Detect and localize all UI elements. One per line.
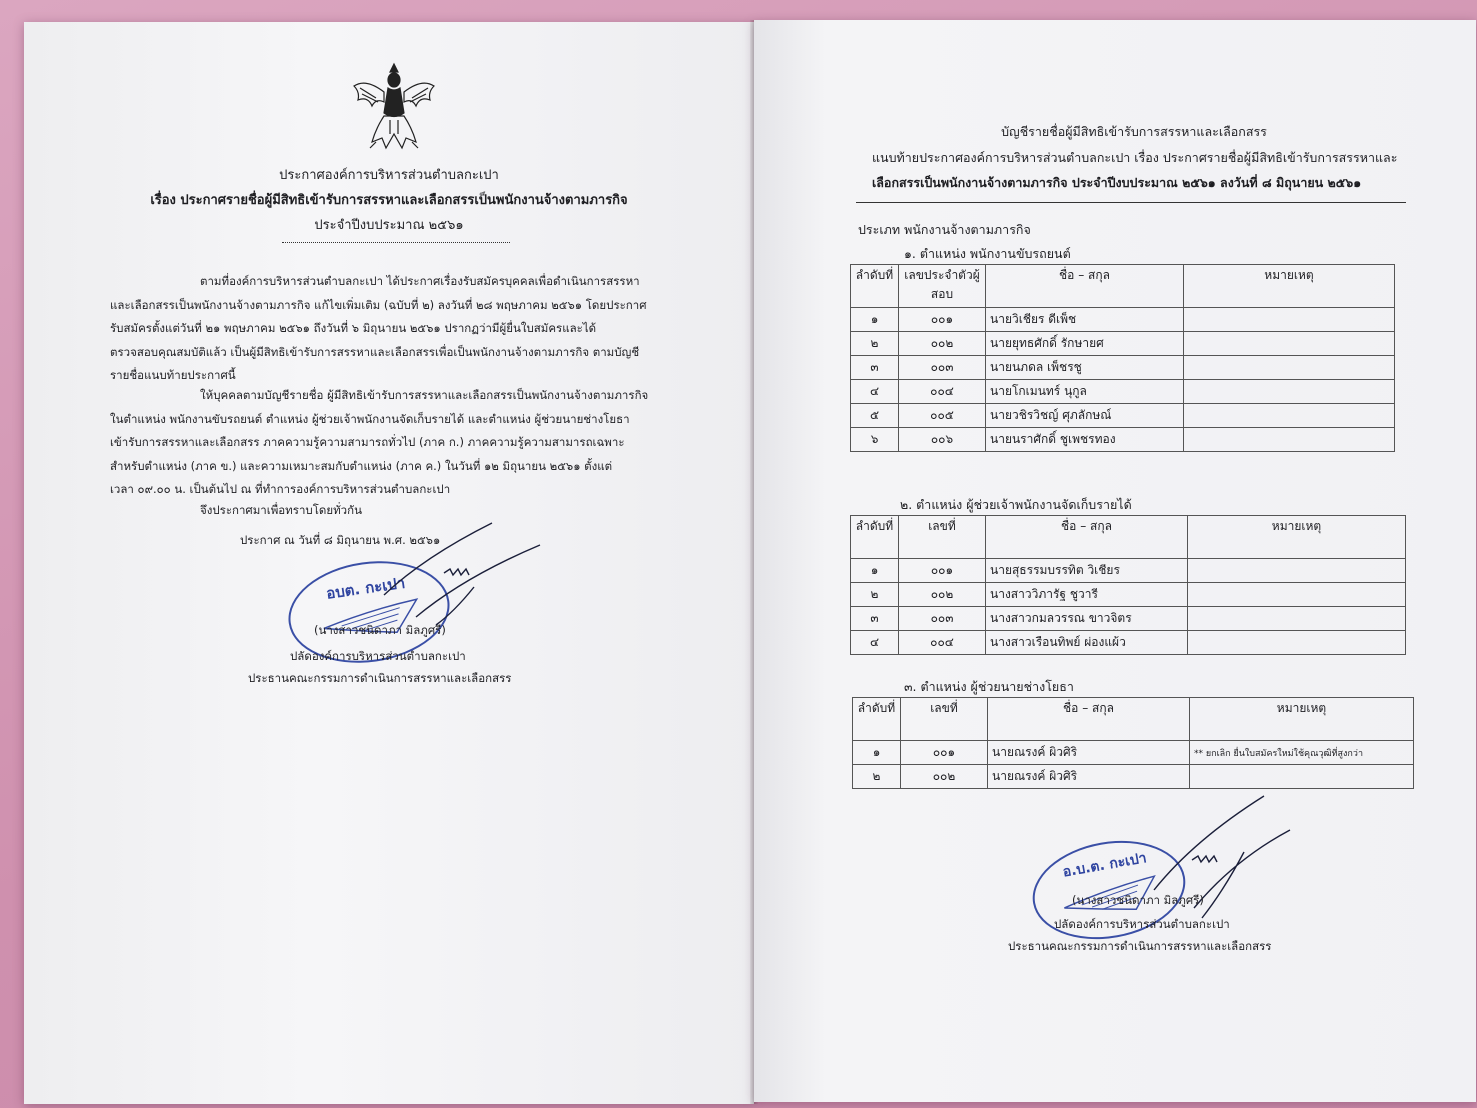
column-header: ลำดับที่ (853, 698, 901, 741)
row-code: ๐๐๔ (899, 631, 986, 655)
stamp-text: อบต. กะเปา (325, 573, 407, 603)
announcement-page (24, 22, 754, 1104)
row-number: ๔ (851, 631, 899, 655)
table-row (851, 404, 1395, 428)
row-code: ๐๐๔ (899, 380, 986, 404)
row-remark (1188, 583, 1406, 607)
table-row (851, 583, 1406, 607)
paragraph-2 (110, 384, 695, 502)
row-name: นางสาววิภารัฐ ชูวารี (986, 583, 1188, 607)
stamp-text: อ.บ.ต. กะเปา (1061, 850, 1148, 881)
left-signer-position: ปลัดองค์การบริหารส่วนตำบลกะเปา (290, 649, 466, 663)
heading-rule (856, 202, 1406, 203)
announce-date: ประกาศ ณ วันที่ ๘ มิถุนายน พ.ศ. ๒๕๖๑ (240, 533, 441, 547)
column-header: ชื่อ – สกุล (986, 265, 1184, 308)
row-number: ๑ (851, 308, 899, 332)
announce-line: จึงประกาศมาเพื่อทราบโดยทั่วกัน (200, 503, 362, 517)
row-name: นายณรงค์ ผิวศิริ (988, 765, 1190, 789)
row-remark (1188, 607, 1406, 631)
row-remark (1190, 765, 1414, 789)
section-1-title: ๑. ตำแหน่ง พนักงานขับรถยนต์ (904, 246, 1071, 261)
row-code: ๐๐๑ (899, 308, 986, 332)
row-name: นางสาวเรือนทิพย์ ผ่องแผ้ว (986, 631, 1188, 655)
list-heading-1: บัญชีรายชื่อผู้มีสิทธิเข้ารับการสรรหาและเลือกสรร (1001, 124, 1267, 139)
section-3-title: ๓. ตำแหน่ง ผู้ช่วยนายช่างโยธา (904, 679, 1074, 694)
table-row (851, 308, 1395, 332)
row-code: ๐๐๒ (901, 765, 988, 789)
row-code: ๐๐๒ (899, 583, 986, 607)
row-number: ๓ (851, 607, 899, 631)
section-2-table (850, 515, 1406, 655)
table-row (853, 765, 1414, 789)
paragraph-1 (110, 270, 695, 388)
column-header: ลำดับที่ (851, 516, 899, 559)
row-name: นายสุธรรมบรรทิต วิเชียร (986, 559, 1188, 583)
row-remark (1188, 631, 1406, 655)
para1-line: ตรวจสอบคุณสมบัติแล้ว เป็นผู้มีสิทธิเข้ารับการสรรหาและเลือกสรรเพื่อเป็นพนักงานจ้างตามภารกิจ ตามบัญชี (110, 344, 640, 359)
column-header: หมายเหตุ (1184, 265, 1395, 308)
row-number: ๑ (851, 559, 899, 583)
section-2-title: ๒. ตำแหน่ง ผู้ช่วยเจ้าพนักงานจัดเก็บรายได้ (900, 497, 1132, 512)
table-header-row (853, 698, 1414, 741)
right-signer-name: (นางสาวชนิดาภา มิลภูศรี) (1072, 893, 1204, 907)
para2-line: ในตำแหน่ง พนักงานขับรถยนต์ ตำแหน่ง ผู้ช่วยเจ้าพนักงานจัดเก็บรายได้ และตำแหน่ง ผู้ช่วยนายช่างโยธา (110, 411, 630, 426)
table-row (851, 607, 1406, 631)
row-number: ๒ (853, 765, 901, 789)
row-remark (1184, 356, 1395, 380)
table-row (851, 428, 1395, 452)
table-header-row (851, 265, 1395, 308)
row-name: นายนภดล เพ็ชรชู (986, 356, 1184, 380)
table-header-row (851, 516, 1406, 559)
table-row (851, 559, 1406, 583)
column-header: หมายเหตุ (1188, 516, 1406, 559)
row-remark (1184, 380, 1395, 404)
row-code: ๐๐๓ (899, 356, 986, 380)
para2-line: เวลา ๐๙.๐๐ น. เป็นต้นไป ณ ที่ทำการองค์การบริหารส่วนตำบลกะเปา (110, 482, 451, 496)
list-heading-2: แนบท้ายประกาศองค์การบริหารส่วนตำบลกะเปา เรื่อง ประกาศรายชื่อผู้มีสิทธิเข้ารับการสรรหาและ (872, 150, 1398, 165)
column-header: ชื่อ – สกุล (988, 698, 1190, 741)
row-number: ๖ (851, 428, 899, 452)
title-line-3: ประจำปีงบประมาณ ๒๕๖๑ (314, 218, 464, 233)
table-row (851, 380, 1395, 404)
row-number: ๔ (851, 380, 899, 404)
table-row (851, 332, 1395, 356)
row-number: ๕ (851, 404, 899, 428)
row-remark: ** ยกเลิก ยื่นใบสมัครใหม่ใช้คุณวุฒิที่สูงกว่า (1190, 741, 1414, 765)
para2-line: เข้ารับการสรรหาและเลือกสรร ภาคความรู้ความสามารถทั่วไป (ภาค ก.) ภาคความรู้ความสามารถเฉพาะ (110, 435, 625, 449)
signature-icon (324, 517, 554, 637)
para2-line: ให้บุคคลตามบัญชีรายชื่อ ผู้มีสิทธิเข้ารับการสรรหาและเลือกสรรเป็นพนักงานจ้างตามภารกิจ (200, 388, 649, 402)
row-number: ๒ (851, 583, 899, 607)
column-header: ลำดับที่ (851, 265, 899, 308)
para1-line: ตามที่องค์การบริหารส่วนตำบลกะเปา ได้ประกาศเรื่องรับสมัครบุคคลเพื่อดำเนินการสรรหา (200, 274, 640, 288)
title-line-2: เรื่อง ประกาศรายชื่อผู้มีสิทธิเข้ารับการสรรหาและเลือกสรรเป็นพนักงานจ้างตามภารกิจ (150, 193, 628, 208)
row-code: ๐๐๕ (899, 404, 986, 428)
row-remark (1188, 559, 1406, 583)
row-code: ๐๐๑ (901, 741, 988, 765)
column-header: ชื่อ – สกุล (986, 516, 1188, 559)
table-row (851, 356, 1395, 380)
para1-line: รับสมัครตั้งแต่วันที่ ๒๑ พฤษภาคม ๒๕๖๑ ถึงวันที่ ๖ มิถุนายน ๒๕๖๑ ปรากฏว่ามีผู้ยื่นใบสมัครและได้ (110, 321, 597, 335)
row-code: ๐๐๖ (899, 428, 986, 452)
column-header: หมายเหตุ (1190, 698, 1414, 741)
row-name: นายยุทธศักดิ์ รักษายศ (986, 332, 1184, 356)
row-name: นายโกเมนทร์ นุกูล (986, 380, 1184, 404)
table-row (853, 741, 1414, 765)
row-remark (1184, 428, 1395, 452)
row-code: ๐๐๓ (899, 607, 986, 631)
column-header: เลขประจำตัวผู้สอบ (899, 265, 986, 308)
row-name: นายนราศักดิ์ ชูเพชรทอง (986, 428, 1184, 452)
list-heading-3: เลือกสรรเป็นพนักงานจ้างตามภารกิจ ประจำปีงบประมาณ ๒๕๖๑ ลงวันที่ ๘ มิถุนายน ๒๕๖๑ (872, 175, 1362, 190)
candidate-list-page (754, 20, 1476, 1102)
section-3-table (852, 697, 1414, 789)
section-1-table (850, 264, 1395, 452)
row-remark (1184, 404, 1395, 428)
table-row (851, 631, 1406, 655)
row-code: ๐๐๑ (899, 559, 986, 583)
title-line-1: ประกาศองค์การบริหารส่วนตำบลกะเปา (279, 168, 499, 183)
row-name: นายวชิรวิชญ์ ศุภลักษณ์ (986, 404, 1184, 428)
row-code: ๐๐๒ (899, 332, 986, 356)
row-remark (1184, 308, 1395, 332)
category-label: ประเภท พนักงานจ้างตามภารกิจ (858, 222, 1031, 237)
row-number: ๑ (853, 741, 901, 765)
right-signer-position: ปลัดองค์การบริหารส่วนตำบลกะเปา (1054, 917, 1230, 931)
row-number: ๒ (851, 332, 899, 356)
para1-line: รายชื่อแนบท้ายประกาศนี้ (110, 368, 236, 382)
row-name: นายวิเชียร ดีเพ็ช (986, 308, 1184, 332)
row-name: นายณรงค์ ผิวศิริ (988, 741, 1190, 765)
right-signer-committee: ประธานคณะกรรมการดำเนินการสรรหาและเลือกสรร (1008, 939, 1272, 953)
para2-line: สำหรับตำแหน่ง (ภาค ข.) และความเหมาะสมกับตำแหน่ง (ภาค ค.) ในวันที่ ๑๒ มิถุนายน ๒๕๖๑ ตั้งแต่ (110, 458, 613, 473)
garuda-emblem-icon (346, 58, 442, 154)
row-number: ๓ (851, 356, 899, 380)
title-divider (282, 242, 510, 243)
left-signer-name: (นางสาวชนิดาภา มิลภูศรี) (314, 623, 446, 637)
left-signer-committee: ประธานคณะกรรมการดำเนินการสรรหาและเลือกสรร (248, 671, 512, 685)
row-name: นางสาวกมลวรรณ ขาวจิตร (986, 607, 1188, 631)
row-remark (1184, 332, 1395, 356)
para1-line: และเลือกสรรเป็นพนักงานจ้างตามภารกิจ แก้ไขเพิ่มเติม (ฉบับที่ ๒) ลงวันที่ ๒๘ พฤษภาคม ๒๕๖๑ โดยประกาศ (110, 297, 647, 312)
column-header: เลขที่ (899, 516, 986, 559)
column-header: เลขที่ (901, 698, 988, 741)
